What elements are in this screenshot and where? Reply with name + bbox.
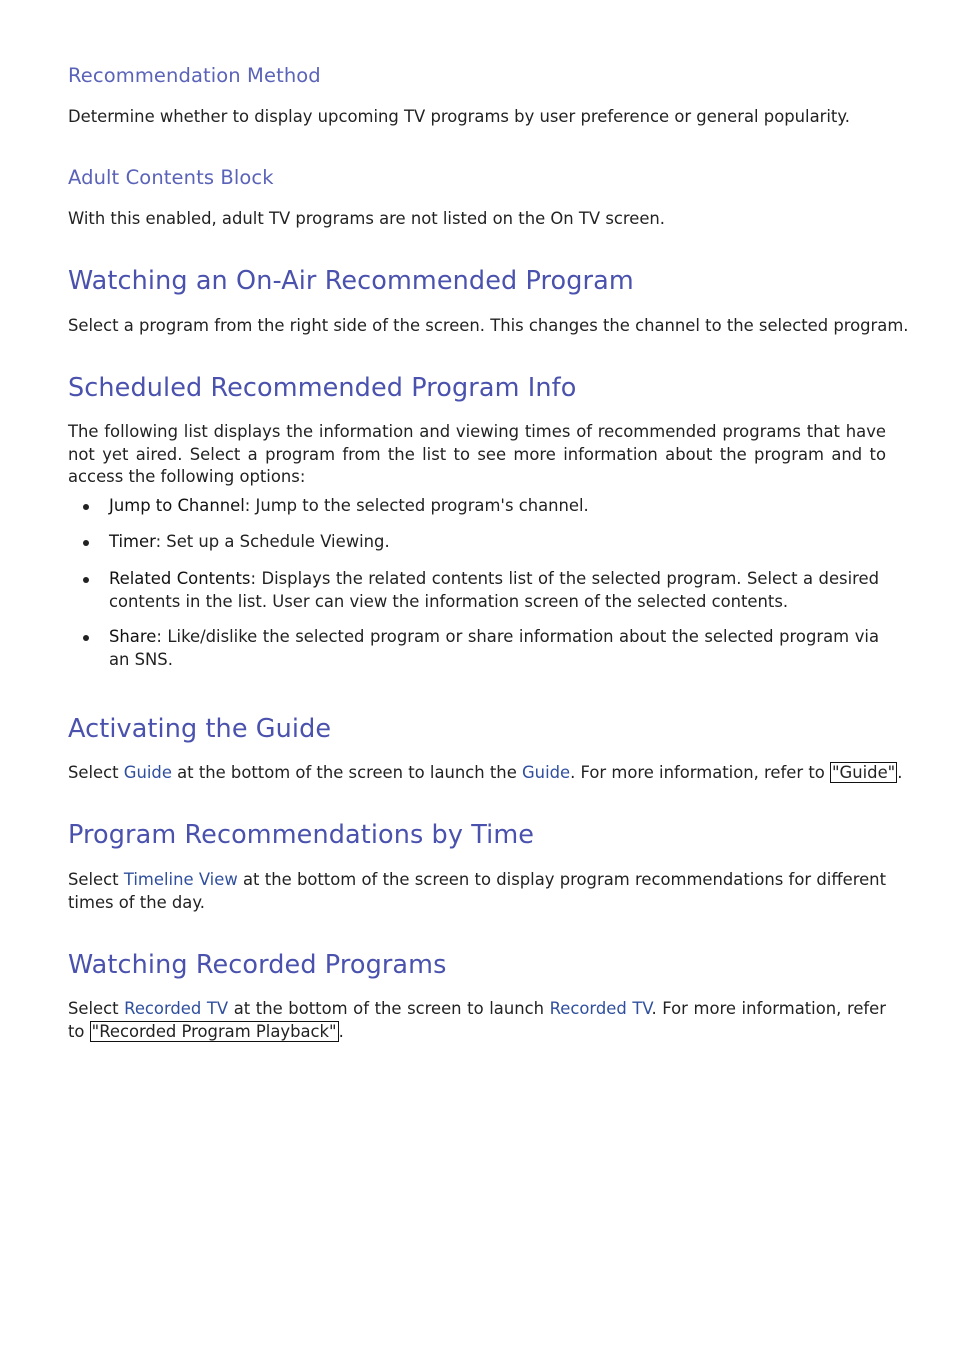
link-guide[interactable]: "Guide" <box>831 763 896 782</box>
paragraph-watching-on-air: Select a program from the right side of the screen. This changes the channel to the selected program. <box>68 316 909 335</box>
option-description: : Displays the related contents list of the selected program. Select a desired contents in the list. User can view the information screen of the selected contents. <box>109 569 879 611</box>
link-recorded-program-playback[interactable]: "Recorded Program Playback" <box>91 1021 337 1041</box>
paragraph-scheduled-program-info: The following list displays the information and viewing times of recommended programs that have not yet aired. Select a program from the list to see more information about the program and to access the following options: <box>68 422 886 486</box>
paragraph-recommendation-method: Determine whether to display upcoming TV programs by user preference or general popularity. <box>68 107 850 126</box>
option-term: Timer <box>109 532 156 551</box>
bullet-icon <box>83 635 89 641</box>
subheading-recommendation-method: Recommendation Method <box>68 64 321 87</box>
paragraph-watching-recorded: Select Recorded TV at the bottom of the screen to launch Recorded TV. For more information, refer to "Recorded Program Playback" . <box>68 999 887 1041</box>
heading-activating-guide: Activating the Guide <box>68 714 332 744</box>
keyword-timeline-view: Timeline View <box>123 870 238 889</box>
paragraph-recommendations-by-time: Select Timeline View at the bottom of the screen to display program recommendations for different times of the day. <box>68 870 886 912</box>
option-term: Related Contents <box>109 569 251 588</box>
paragraph-activating-guide: Select Guide at the bottom of the screen to launch the Guide. For more information, refer to "Guide" . <box>68 763 903 782</box>
heading-watching-on-air: Watching an On-Air Recommended Program <box>68 266 634 296</box>
heading-watching-recorded: Watching Recorded Programs <box>68 950 447 980</box>
keyword-guide: Guide <box>123 763 172 782</box>
bullet-icon <box>83 504 89 510</box>
keyword-recorded-tv: Recorded TV <box>124 999 229 1018</box>
option-term: Share <box>109 627 157 646</box>
keyword-recorded-tv: Recorded TV <box>549 999 652 1018</box>
option-description: : Set up a Schedule Viewing. <box>155 532 390 551</box>
option-term: Jump to Channel <box>109 496 245 515</box>
heading-scheduled-program-info: Scheduled Recommended Program Info <box>68 373 577 403</box>
option-description: : Like/dislike the selected program or share information about the selected program via an SNS. <box>109 627 879 669</box>
keyword-guide: Guide <box>521 763 571 782</box>
heading-recommendations-by-time: Program Recommendations by Time <box>68 820 535 850</box>
bullet-icon <box>83 540 89 546</box>
subheading-adult-contents-block: Adult Contents Block <box>68 166 274 189</box>
paragraph-adult-contents-block: With this enabled, adult TV programs are not listed on the On TV screen. <box>68 209 666 228</box>
bullet-icon <box>83 577 89 583</box>
option-description: : Jump to the selected program's channel. <box>244 496 589 515</box>
